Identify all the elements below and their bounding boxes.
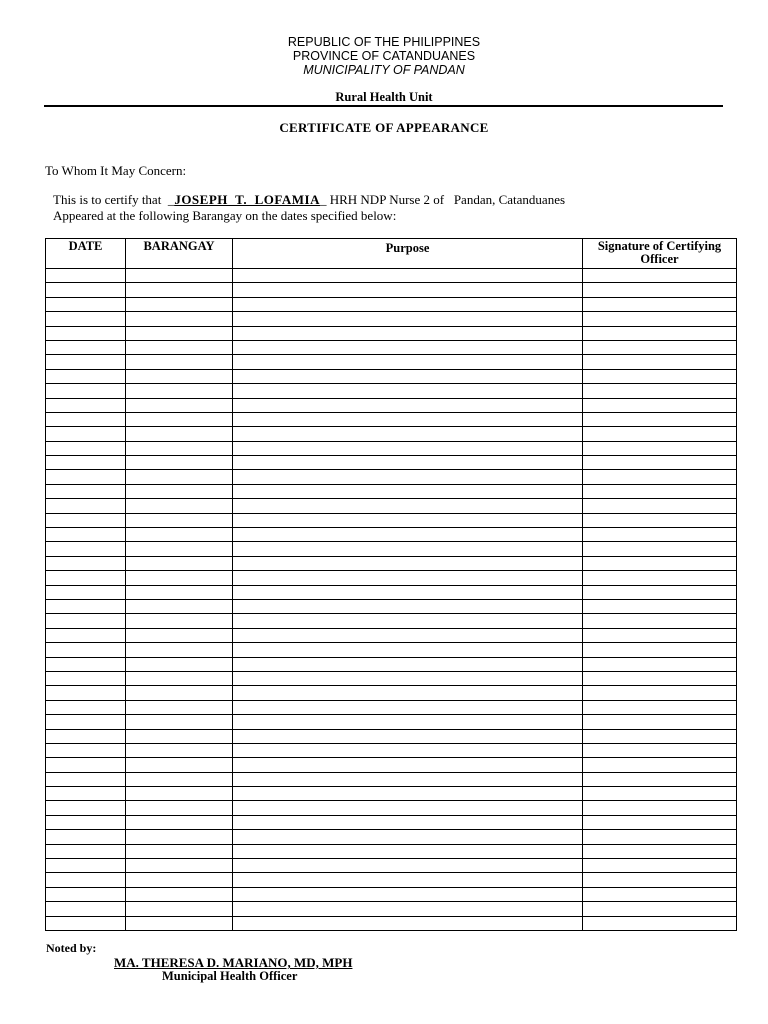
barangay-cell xyxy=(126,283,233,297)
table-row xyxy=(46,873,737,887)
barangay-cell xyxy=(126,628,233,642)
table-row xyxy=(46,571,737,585)
date-cell xyxy=(46,355,126,369)
barangay-cell xyxy=(126,729,233,743)
date-cell xyxy=(46,657,126,671)
table-row xyxy=(46,427,737,441)
barangay-cell xyxy=(126,384,233,398)
signature-cell xyxy=(583,787,737,801)
header-republic: REPUBLIC OF THE PHILIPPINES xyxy=(287,35,481,49)
purpose-cell xyxy=(233,441,583,455)
date-cell xyxy=(46,599,126,613)
barangay-cell xyxy=(126,887,233,901)
officer-name: MA. THERESA D. MARIANO, MD, MPH xyxy=(114,955,353,970)
table-row xyxy=(46,340,737,354)
date-cell xyxy=(46,571,126,585)
table-row xyxy=(46,456,737,470)
table-row xyxy=(46,787,737,801)
barangay-cell xyxy=(126,815,233,829)
header-municipality: MUNICIPALITY OF PANDAN xyxy=(303,63,465,77)
date-cell xyxy=(46,844,126,858)
signature-cell xyxy=(583,729,737,743)
table-row xyxy=(46,499,737,513)
table-row xyxy=(46,528,737,542)
signature-cell xyxy=(583,758,737,772)
barangay-cell xyxy=(126,643,233,657)
table-row xyxy=(46,542,737,556)
signature-cell xyxy=(583,614,737,628)
date-cell xyxy=(46,513,126,527)
signature-cell xyxy=(583,599,737,613)
signature-cell xyxy=(583,384,737,398)
purpose-cell xyxy=(233,772,583,786)
purpose-cell xyxy=(233,859,583,873)
barangay-cell xyxy=(126,556,233,570)
table-row xyxy=(46,599,737,613)
date-cell xyxy=(46,916,126,930)
table-row xyxy=(46,326,737,340)
purpose-cell xyxy=(233,456,583,470)
purpose-cell xyxy=(233,758,583,772)
purpose-cell xyxy=(233,384,583,398)
barangay-cell xyxy=(126,758,233,772)
barangay-cell xyxy=(126,599,233,613)
signature-cell xyxy=(583,585,737,599)
barangay-cell xyxy=(126,542,233,556)
signature-cell xyxy=(583,369,737,383)
purpose-cell xyxy=(233,700,583,714)
column-header-signature: Signature of Certifying Officer xyxy=(583,239,737,269)
purpose-cell xyxy=(233,743,583,757)
purpose-cell xyxy=(233,269,583,283)
purpose-cell xyxy=(233,599,583,613)
signature-cell xyxy=(583,628,737,642)
date-cell xyxy=(46,556,126,570)
barangay-cell xyxy=(126,297,233,311)
barangay-cell xyxy=(126,369,233,383)
barangay-cell xyxy=(126,571,233,585)
signature-cell xyxy=(583,542,737,556)
table-row xyxy=(46,614,737,628)
table-row xyxy=(46,441,737,455)
purpose-cell xyxy=(233,887,583,901)
purpose-cell xyxy=(233,614,583,628)
purpose-cell xyxy=(233,815,583,829)
date-cell xyxy=(46,614,126,628)
table-row xyxy=(46,556,737,570)
date-cell xyxy=(46,369,126,383)
purpose-cell xyxy=(233,283,583,297)
table-row xyxy=(46,887,737,901)
purpose-cell xyxy=(233,916,583,930)
purpose-cell xyxy=(233,571,583,585)
signature-cell xyxy=(583,297,737,311)
table-row xyxy=(46,830,737,844)
table-row xyxy=(46,801,737,815)
table-row xyxy=(46,369,737,383)
signature-cell xyxy=(583,873,737,887)
purpose-cell xyxy=(233,844,583,858)
appearance-table-body xyxy=(46,269,737,931)
table-row xyxy=(46,484,737,498)
signature-cell xyxy=(583,484,737,498)
purpose-cell xyxy=(233,412,583,426)
header-unit: Rural Health Unit xyxy=(335,90,433,104)
date-cell xyxy=(46,815,126,829)
table-row xyxy=(46,686,737,700)
barangay-cell xyxy=(126,671,233,685)
table-row xyxy=(46,859,737,873)
signature-cell xyxy=(583,283,737,297)
barangay-cell xyxy=(126,715,233,729)
signature-cell xyxy=(583,528,737,542)
barangay-cell xyxy=(126,528,233,542)
table-row xyxy=(46,844,737,858)
barangay-cell xyxy=(126,269,233,283)
purpose-cell xyxy=(233,556,583,570)
barangay-cell xyxy=(126,772,233,786)
barangay-cell xyxy=(126,499,233,513)
date-cell xyxy=(46,715,126,729)
header-divider xyxy=(44,105,723,107)
certified-person-location: Pandan, Catanduanes xyxy=(453,192,566,207)
purpose-cell xyxy=(233,528,583,542)
date-cell xyxy=(46,470,126,484)
purpose-cell xyxy=(233,729,583,743)
column-header-purpose: Purpose xyxy=(233,239,583,269)
signature-cell xyxy=(583,340,737,354)
table-row xyxy=(46,715,737,729)
certified-person-position: HRH NDP Nurse 2 of xyxy=(329,192,445,207)
signature-cell xyxy=(583,427,737,441)
date-cell xyxy=(46,628,126,642)
signature-cell xyxy=(583,499,737,513)
column-header-date: DATE xyxy=(46,239,126,269)
purpose-cell xyxy=(233,686,583,700)
table-header-row xyxy=(46,239,737,269)
table-row xyxy=(46,470,737,484)
barangay-cell xyxy=(126,355,233,369)
table-row xyxy=(46,312,737,326)
purpose-cell xyxy=(233,326,583,340)
barangay-cell xyxy=(126,743,233,757)
purpose-cell xyxy=(233,830,583,844)
signature-cell xyxy=(583,844,737,858)
date-cell xyxy=(46,743,126,757)
signature-cell xyxy=(583,412,737,426)
barangay-cell xyxy=(126,326,233,340)
table-row xyxy=(46,269,737,283)
signature-cell xyxy=(583,326,737,340)
purpose-cell xyxy=(233,787,583,801)
barangay-cell xyxy=(126,686,233,700)
signature-cell xyxy=(583,859,737,873)
purpose-cell xyxy=(233,873,583,887)
signature-cell xyxy=(583,830,737,844)
barangay-cell xyxy=(126,441,233,455)
purpose-cell xyxy=(233,643,583,657)
table-row xyxy=(46,916,737,930)
purpose-cell xyxy=(233,801,583,815)
signature-cell xyxy=(583,571,737,585)
date-cell xyxy=(46,887,126,901)
date-cell xyxy=(46,643,126,657)
table-row xyxy=(46,758,737,772)
signature-cell xyxy=(583,441,737,455)
column-header-barangay: BARANGAY xyxy=(126,239,233,269)
purpose-cell xyxy=(233,671,583,685)
barangay-cell xyxy=(126,585,233,599)
barangay-cell xyxy=(126,340,233,354)
signature-cell xyxy=(583,902,737,916)
signature-cell xyxy=(583,657,737,671)
header-province: PROVINCE OF CATANDUANES xyxy=(292,49,476,63)
table-row xyxy=(46,700,737,714)
date-cell xyxy=(46,528,126,542)
date-cell xyxy=(46,671,126,685)
appeared-line: Appeared at the following Barangay on the dates specified below: xyxy=(53,208,397,223)
barangay-cell xyxy=(126,844,233,858)
purpose-cell xyxy=(233,657,583,671)
signature-cell xyxy=(583,398,737,412)
date-cell xyxy=(46,269,126,283)
table-row xyxy=(46,657,737,671)
salutation: To Whom It May Concern: xyxy=(45,163,187,178)
table-row xyxy=(46,513,737,527)
date-cell xyxy=(46,585,126,599)
date-cell xyxy=(46,398,126,412)
table-row xyxy=(46,643,737,657)
signature-cell xyxy=(583,269,737,283)
table-row xyxy=(46,355,737,369)
certify-line: This is to certify that _JOSEPH T. LOFAMIA_ HRH NDP Nurse 2 of Pandan, Catanduanes xyxy=(53,192,566,207)
date-cell xyxy=(46,873,126,887)
table-row xyxy=(46,902,737,916)
date-cell xyxy=(46,412,126,426)
date-cell xyxy=(46,499,126,513)
purpose-cell xyxy=(233,470,583,484)
purpose-cell xyxy=(233,398,583,412)
barangay-cell xyxy=(126,513,233,527)
table-row xyxy=(46,743,737,757)
date-cell xyxy=(46,758,126,772)
table-row xyxy=(46,729,737,743)
table-row xyxy=(46,398,737,412)
date-cell xyxy=(46,456,126,470)
signature-cell xyxy=(583,456,737,470)
date-cell xyxy=(46,427,126,441)
barangay-cell xyxy=(126,902,233,916)
barangay-cell xyxy=(126,801,233,815)
signature-cell xyxy=(583,312,737,326)
purpose-cell xyxy=(233,902,583,916)
purpose-cell xyxy=(233,427,583,441)
purpose-cell xyxy=(233,499,583,513)
barangay-cell xyxy=(126,859,233,873)
certified-person-name: JOSEPH T. LOFAMIA xyxy=(174,192,320,207)
table-row xyxy=(46,384,737,398)
date-cell xyxy=(46,283,126,297)
date-cell xyxy=(46,859,126,873)
barangay-cell xyxy=(126,470,233,484)
signature-cell xyxy=(583,700,737,714)
signature-cell xyxy=(583,801,737,815)
purpose-cell xyxy=(233,715,583,729)
barangay-cell xyxy=(126,873,233,887)
barangay-cell xyxy=(126,830,233,844)
date-cell xyxy=(46,902,126,916)
date-cell xyxy=(46,340,126,354)
date-cell xyxy=(46,441,126,455)
table-row xyxy=(46,815,737,829)
date-cell xyxy=(46,384,126,398)
signature-cell xyxy=(583,715,737,729)
signature-cell xyxy=(583,916,737,930)
signature-cell xyxy=(583,643,737,657)
barangay-cell xyxy=(126,700,233,714)
purpose-cell xyxy=(233,312,583,326)
date-cell xyxy=(46,312,126,326)
signature-cell xyxy=(583,887,737,901)
purpose-cell xyxy=(233,355,583,369)
signature-cell xyxy=(583,671,737,685)
signature-cell xyxy=(583,355,737,369)
document-title: CERTIFICATE OF APPEARANCE xyxy=(279,120,489,135)
signature-cell xyxy=(583,743,737,757)
table-row xyxy=(46,297,737,311)
barangay-cell xyxy=(126,916,233,930)
barangay-cell xyxy=(126,787,233,801)
date-cell xyxy=(46,326,126,340)
table-row xyxy=(46,628,737,642)
purpose-cell xyxy=(233,542,583,556)
date-cell xyxy=(46,686,126,700)
date-cell xyxy=(46,297,126,311)
purpose-cell xyxy=(233,369,583,383)
officer-title: Municipal Health Officer xyxy=(162,969,298,983)
signature-cell xyxy=(583,686,737,700)
table-row xyxy=(46,671,737,685)
signature-cell xyxy=(583,470,737,484)
barangay-cell xyxy=(126,427,233,441)
barangay-cell xyxy=(126,456,233,470)
date-cell xyxy=(46,542,126,556)
signature-cell xyxy=(583,513,737,527)
purpose-cell xyxy=(233,585,583,599)
table-row xyxy=(46,585,737,599)
purpose-cell xyxy=(233,484,583,498)
table-row xyxy=(46,772,737,786)
date-cell xyxy=(46,700,126,714)
signature-cell xyxy=(583,815,737,829)
purpose-cell xyxy=(233,297,583,311)
purpose-cell xyxy=(233,628,583,642)
table-row xyxy=(46,412,737,426)
barangay-cell xyxy=(126,484,233,498)
appearance-table xyxy=(45,238,737,931)
table-row xyxy=(46,283,737,297)
date-cell xyxy=(46,787,126,801)
date-cell xyxy=(46,729,126,743)
barangay-cell xyxy=(126,412,233,426)
noted-by-label: Noted by: xyxy=(46,941,97,955)
certify-prefix: This is to certify that xyxy=(53,192,162,207)
signature-cell xyxy=(583,772,737,786)
date-cell xyxy=(46,772,126,786)
date-cell xyxy=(46,801,126,815)
barangay-cell xyxy=(126,657,233,671)
date-cell xyxy=(46,484,126,498)
purpose-cell xyxy=(233,340,583,354)
signature-cell xyxy=(583,556,737,570)
barangay-cell xyxy=(126,312,233,326)
barangay-cell xyxy=(126,614,233,628)
barangay-cell xyxy=(126,398,233,412)
purpose-cell xyxy=(233,513,583,527)
date-cell xyxy=(46,830,126,844)
